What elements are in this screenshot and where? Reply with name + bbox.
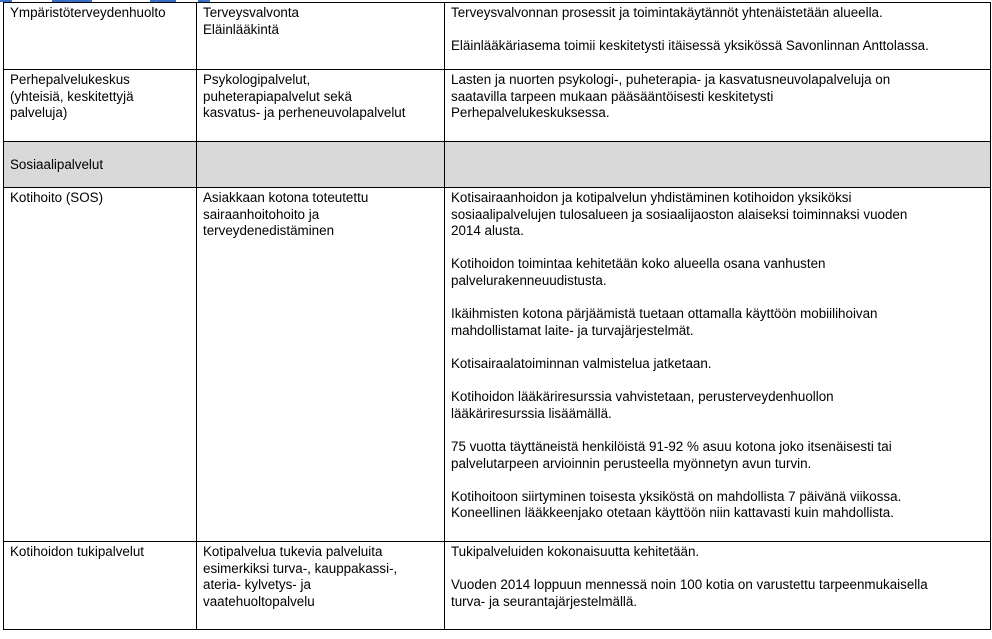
goal-paragraph: 75 vuotta täyttäneistä henkilöistä 91-92 % asuu kotona joko itsenäisesti tai palvelutarpeen arvioinnin perusteella myönnetyn avun turvin. [451, 438, 892, 471]
service-content-cell [197, 542, 445, 630]
goal-paragraph: Eläinlääkäriasema toimii keskitetysti itäisessä yksikössä Savonlinnan Anttolassa. [451, 38, 929, 54]
service-content-cell [197, 70, 445, 142]
table-row [4, 542, 991, 630]
goal-paragraph: Ikäihmisten kotona pärjäämistä tuetaan ottamalla käyttöön mobiilihoivan mahdollistamat laite- ja turvajärjestelmät. [451, 306, 878, 338]
development-goals-cell [445, 70, 991, 142]
service-content-text: Psykologipalvelut, puheterapiapalvelut sekä kasvatus- ja perheneuvolapalvelut [203, 72, 406, 121]
service-area-cell [4, 3, 197, 70]
development-goals-cell [445, 542, 991, 630]
goal-paragraph: Kotisairaanhoidon ja kotipalvelun yhdistäminen kotihoidon yksiköksi sosiaalipalvelujen tulosalueen ja sosiaalijaoston alaiseksi toiminnaksi vuoden 2014 alusta. [451, 190, 908, 239]
table-row [4, 70, 991, 142]
service-content-text: Terveysvalvonta Eläinlääkintä [203, 5, 300, 37]
service-area-text: Sosiaalipalvelut [10, 157, 104, 173]
goal-paragraph: Kotihoidon toimintaa kehitetään koko alueella osana vanhusten palvelurakenneuudistusta. [451, 256, 826, 288]
services-table [3, 2, 991, 630]
service-content-text: Asiakkaan kotona toteutettu sairaanhoitohoito ja terveydenedistäminen [203, 190, 369, 239]
goal-paragraph: Lasten ja nuorten psykologi-, puheterapia- ja kasvatusneuvolapalveluja on saatavilla tarpeen mukaan pääsääntöisesti keskitetysti Perhepalvelukeskuksessa. [451, 72, 891, 121]
table-body [4, 3, 991, 630]
service-area-text: Kotihoito (SOS) [10, 190, 104, 205]
service-area-text: Perhepalvelukeskus (yhteisiä, keskitettyjä palveluja) [10, 72, 134, 121]
table-row [4, 3, 991, 70]
service-content-cell [197, 188, 445, 542]
goal-paragraph: Kotihoitoon siirtyminen toisesta yksiköstä on mahdollista 7 päivänä viikossa. Koneellinen lääkkeenjako otetaan käyttöön niin kattavasti kuin mahdollista. [451, 488, 902, 521]
development-goals-cell [445, 142, 991, 188]
table-row [4, 188, 991, 542]
service-area-cell [4, 70, 197, 142]
goal-paragraph: Kotisairaalatoiminnan valmistelua jatketaan. [451, 355, 712, 371]
table-row [4, 142, 991, 188]
development-goals-cell [445, 188, 991, 542]
goal-paragraph: Kotihoidon lääkäriresurssia vahvistetaan, perusterveydenhuollon lääkäriresurssia lisäämällä. [451, 389, 834, 421]
service-area-cell [4, 142, 197, 188]
service-content-cell [197, 3, 445, 70]
development-goals-cell [445, 3, 991, 70]
service-area-cell [4, 188, 197, 542]
service-content-cell [197, 142, 445, 188]
goal-paragraph: Tukipalveluiden kokonaisuutta kehitetään. [451, 544, 700, 559]
service-area-cell [4, 542, 197, 630]
service-area-text: Kotihoidon tukipalvelut [10, 544, 144, 559]
goal-paragraph: Vuoden 2014 loppuun mennessä noin 100 kotia on varustettu tarpeenmukaisella turva- ja seurantajärjestelmällä. [451, 577, 928, 609]
service-content-text: Kotipalvelua tukevia palveluita esimerkiksi turva-, kauppakassi-, ateria- kylvetys- ja vaatehuoltopalvelu [203, 544, 398, 609]
service-area-text: Ympäristöterveydenhuolto [10, 5, 166, 20]
goal-paragraph: Terveysvalvonnan prosessit ja toimintakäytännöt yhtenäistetään alueella. [451, 5, 883, 20]
